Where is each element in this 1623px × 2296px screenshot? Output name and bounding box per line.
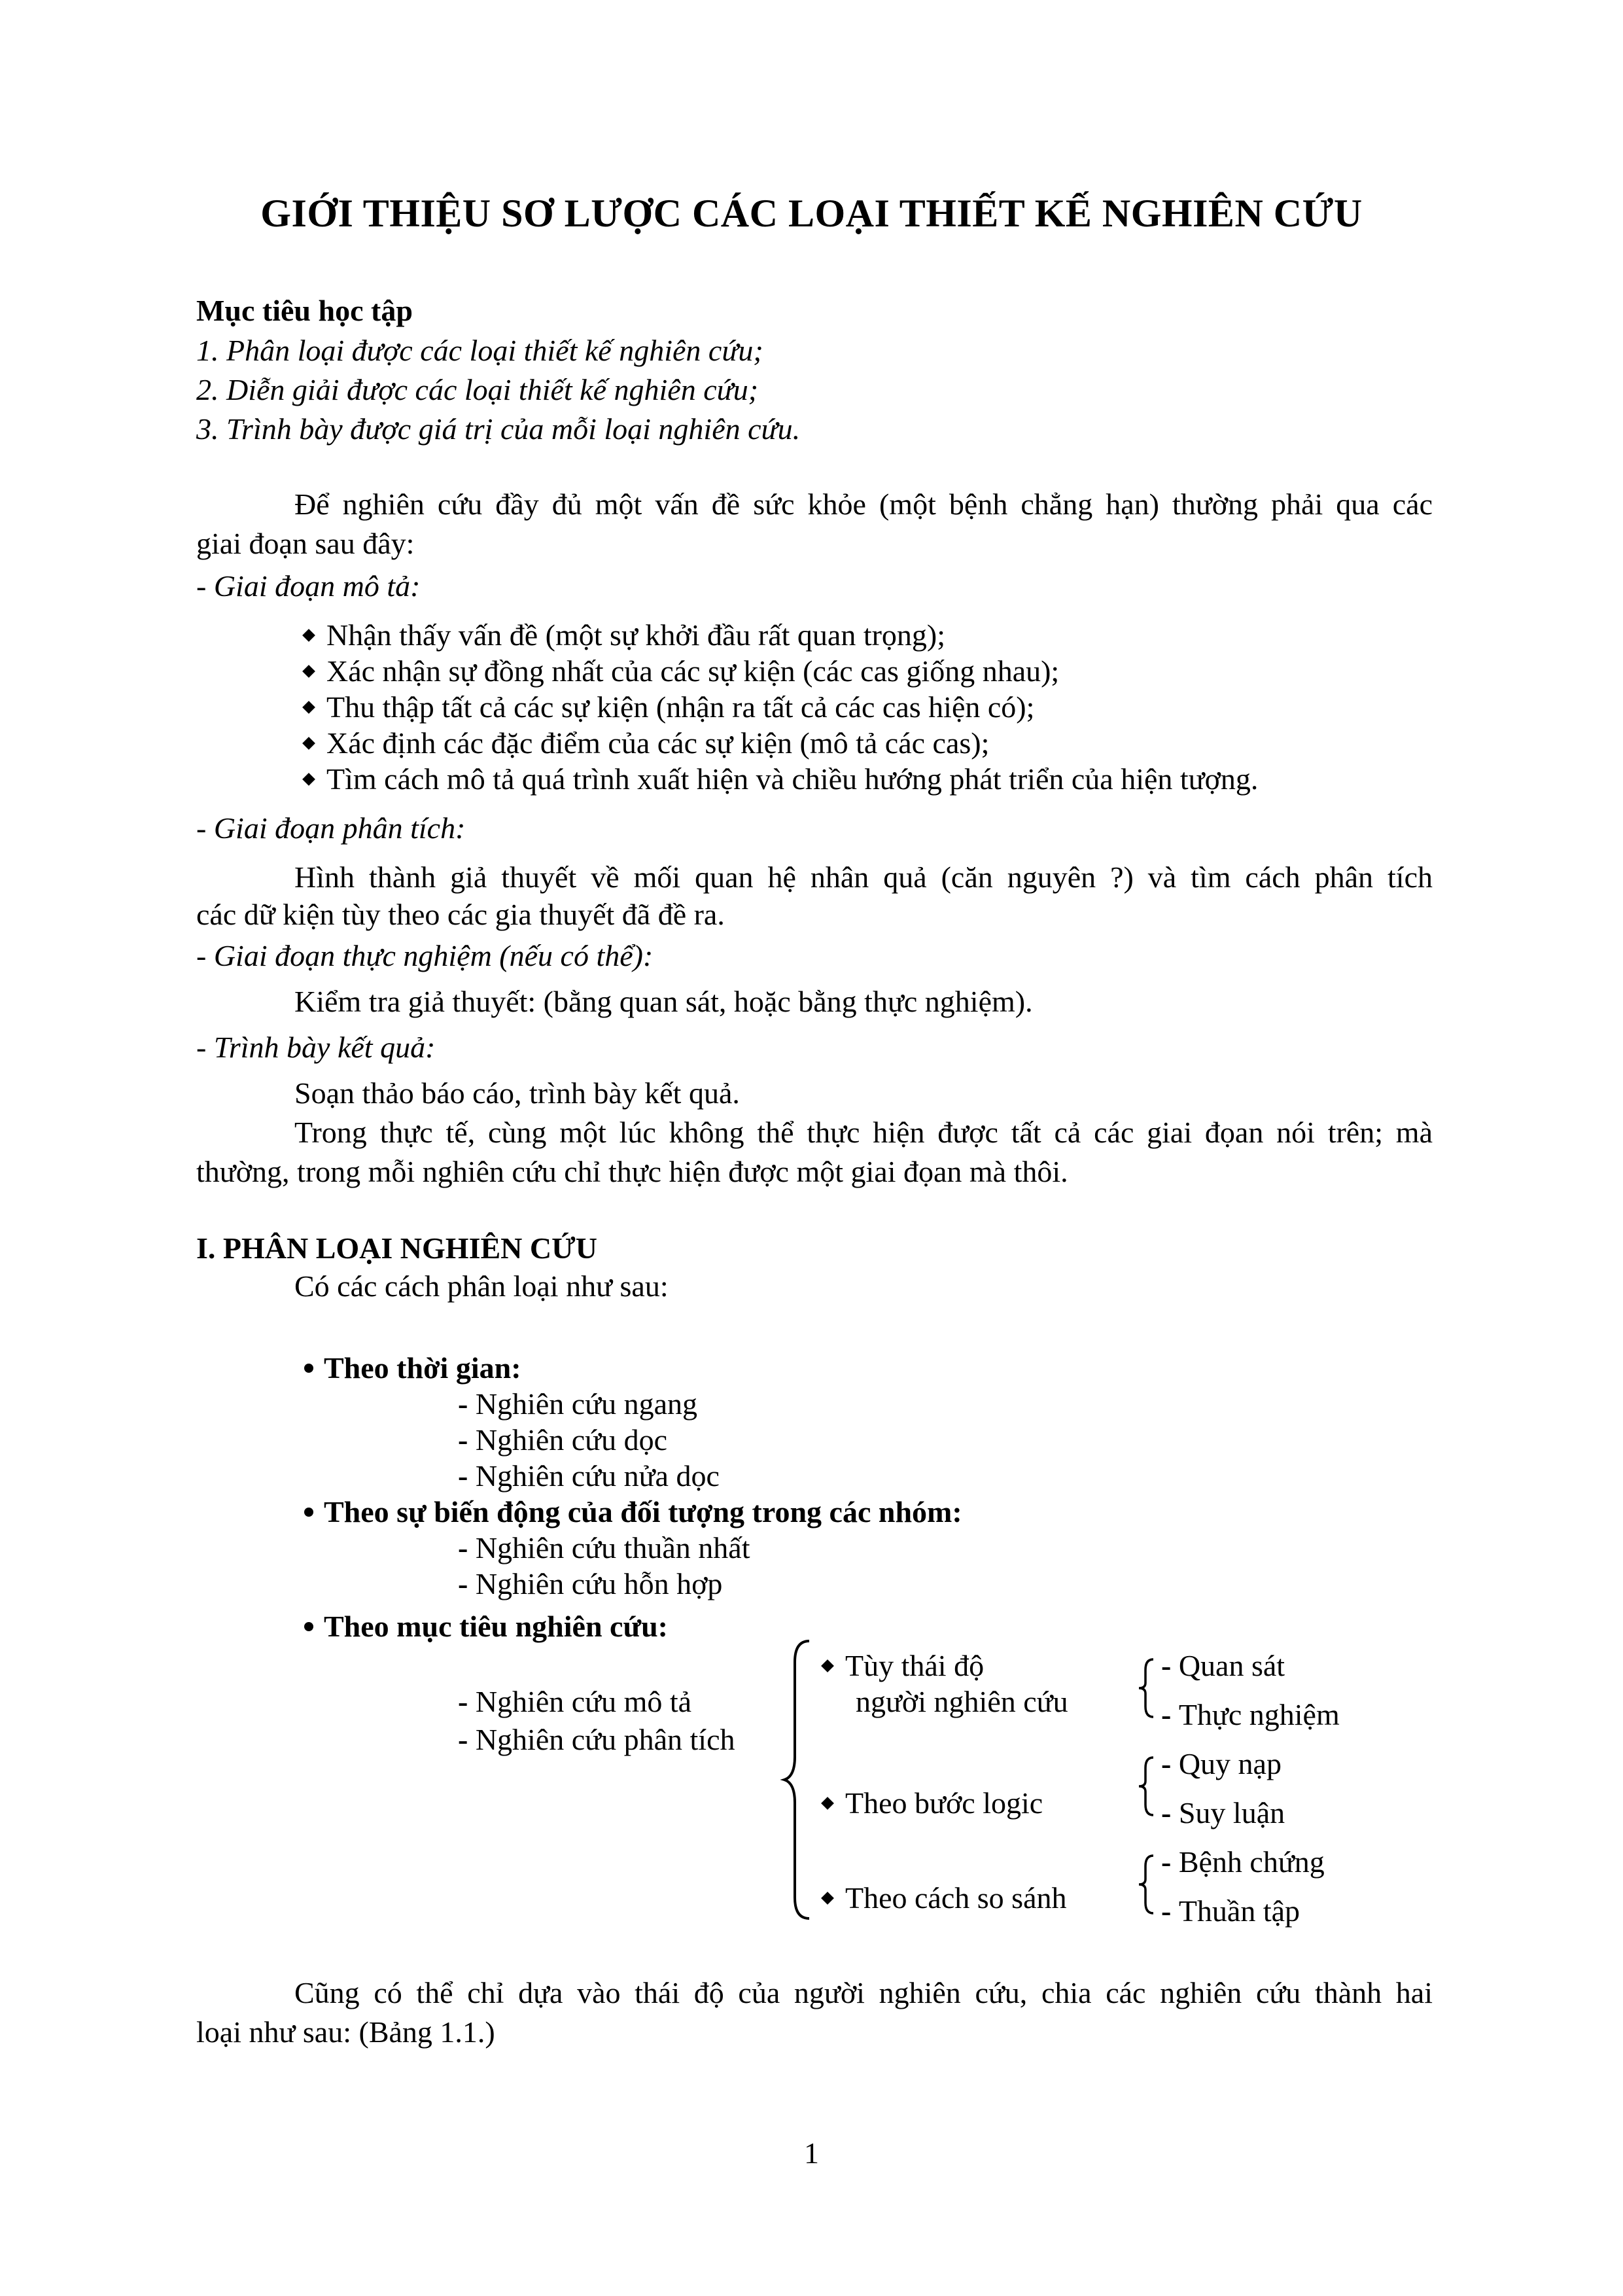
objective-item: 3. Trình bày được giá trị của mỗi loại nghiên cứu.	[196, 412, 801, 446]
list-item: - Nghiên cứu thuần nhất	[458, 1531, 750, 1564]
list-item: - Nghiên cứu dọc	[458, 1423, 668, 1457]
objective-group-comparison: Theo cách so sánh	[823, 1883, 1067, 1913]
list-item: - Nghiên cứu phân tích	[458, 1723, 735, 1756]
list-item: Nhận thấy vấn đề (một sự khởi đầu rất quan trọng);	[304, 620, 945, 650]
small-brace-icon	[1135, 1754, 1161, 1819]
option-item: - Thực nghiệm	[1161, 1698, 1340, 1731]
objectives-heading: Mục tiêu học tập	[196, 294, 413, 327]
list-item: - Nghiên cứu ngang	[458, 1387, 698, 1421]
stage-describe-label: - Giai đoạn mô tả:	[196, 569, 421, 603]
intro-paragraph-cont: giai đoạn sau đây:	[196, 527, 415, 560]
diamond-bullet-icon	[821, 1797, 834, 1810]
reality-paragraph-cont: thường, trong mỗi nghiên cứu chỉ thực hiện được một giai đọan mà thôi.	[196, 1155, 1068, 1188]
option-item: - Bệnh chứng	[1161, 1845, 1325, 1879]
objective-group-logic: Theo bước logic	[823, 1788, 1043, 1818]
intro-paragraph: Để nghiên cứu đầy đủ một vấn đề sức khỏe (một bệnh chẳng hạn) thường phải qua các	[294, 487, 1433, 521]
small-brace-icon	[1135, 1852, 1161, 1917]
classification-by-objective: Theo mục tiêu nghiên cứu:	[304, 1612, 668, 1642]
diamond-bullet-icon	[302, 701, 315, 714]
objective-group-attitude-cont: người nghiên cứu	[856, 1685, 1068, 1718]
option-item: - Quy nạp	[1161, 1747, 1282, 1780]
stage-analysis-label: - Giai đoạn phân tích:	[196, 811, 466, 845]
list-item: Thu thập tất cả các sự kiện (nhận ra tất cả các cas hiện có);	[304, 692, 1034, 722]
analysis-paragraph: Hình thành giả thuyết về mối quan hệ nhân quả (căn nguyên ?) và tìm cách phân tích	[294, 860, 1433, 894]
bullet-icon	[304, 1508, 313, 1517]
list-item: Xác nhận sự đồng nhất của các sự kiện (các cas giống nhau);	[304, 656, 1059, 686]
page-title: GIỚI THIỆU SƠ LƯỢC CÁC LOẠI THIẾT KẾ NGHIÊN CỨU	[260, 192, 1363, 235]
list-item: - Nghiên cứu mô tả	[458, 1685, 692, 1718]
option-item: - Suy luận	[1161, 1796, 1285, 1829]
diamond-bullet-icon	[821, 1892, 834, 1905]
diamond-bullet-icon	[302, 629, 315, 642]
list-item: Xác định các đặc điểm của các sự kiện (mô tả các cas);	[304, 728, 989, 758]
analysis-paragraph-cont: các dữ kiện tùy theo các gia thuyết đã đề ra.	[196, 898, 725, 931]
classification-by-time: Theo thời gian:	[304, 1353, 521, 1383]
classification-by-variation: Theo sự biến động của đối tượng trong các nhóm:	[304, 1497, 962, 1527]
bullet-icon	[304, 1364, 313, 1373]
list-item: - Nghiên cứu hỗn hợp	[458, 1567, 723, 1600]
diamond-bullet-icon	[302, 665, 315, 678]
objective-item: 2. Diễn giải được các loại thiết kế nghiên cứu;	[196, 373, 759, 406]
stage-experiment-label: - Giai đoạn thực nghiệm (nếu có thể):	[196, 939, 654, 972]
closing-paragraph-cont: loại như sau: (Bảng 1.1.)	[196, 2015, 495, 2049]
diamond-bullet-icon	[302, 737, 315, 750]
objective-item: 1. Phân loại được các loại thiết kế nghiên cứu;	[196, 334, 763, 367]
diamond-bullet-icon	[821, 1659, 834, 1672]
results-text: Soạn thảo báo cáo, trình bày kết quả.	[294, 1076, 740, 1110]
closing-paragraph: Cũng có thể chỉ dựa vào thái độ của người nghiên cứu, chia các nghiên cứu thành hai	[294, 1976, 1433, 2009]
option-item: - Quan sát	[1161, 1649, 1285, 1682]
section-heading: I. PHÂN LOẠI NGHIÊN CỨU	[196, 1231, 597, 1265]
bullet-icon	[304, 1622, 313, 1631]
large-brace-icon	[782, 1636, 821, 1924]
option-item: - Thuần tập	[1161, 1894, 1300, 1928]
small-brace-icon	[1135, 1655, 1161, 1721]
diamond-bullet-icon	[302, 773, 315, 786]
section-intro: Có các cách phân loại như sau:	[294, 1269, 669, 1303]
experiment-text: Kiểm tra giả thuyết: (bằng quan sát, hoặc bằng thực nghiệm).	[294, 985, 1033, 1018]
list-item: Tìm cách mô tả quá trình xuất hiện và chiều hướng phát triển của hiện tượng.	[304, 764, 1258, 794]
objective-group-attitude: Tùy thái độ	[823, 1651, 984, 1681]
stage-results-label: - Trình bày kết quả:	[196, 1031, 436, 1064]
page-number: 1	[804, 2136, 819, 2170]
list-item: - Nghiên cứu nửa dọc	[458, 1459, 720, 1492]
reality-paragraph: Trong thực tế, cùng một lúc không thể thực hiện được tất cả các giai đọan nói trên; mà	[294, 1116, 1433, 1149]
